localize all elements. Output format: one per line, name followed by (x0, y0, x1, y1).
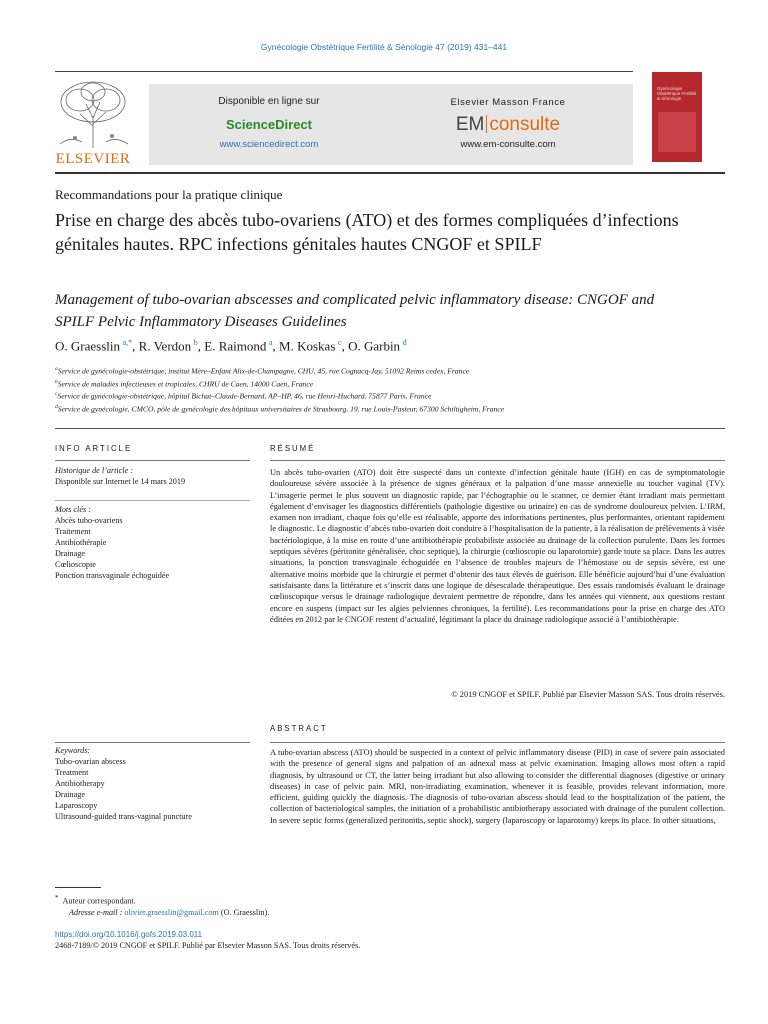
elsevier-wordmark: ELSEVIER (55, 151, 131, 167)
corresponding-author-footnote (55, 893, 269, 918)
author-affiliation-marker[interactable]: d (402, 338, 407, 347)
affiliation-text: Service de gynécologie, CMCO, pôle de gynécologie des hôpitaux universitaires de Strasbourg, 19, rue Louis-Pasteur, 67300 Schiltigheim, France (57, 404, 505, 414)
article-subtitle: Management of tubo-ovarian abscesses and complicated pelvic inflammatory disease: CNGOF and SPILF Pelvic Inflammatory Diseases Guidelines (55, 292, 655, 330)
em-logo-part1: EM (455, 114, 485, 135)
keyword-item: Abcès tubo-ovariens (55, 516, 123, 525)
sciencedirect-name[interactable]: ScienceDirect (226, 117, 312, 132)
keywords-en (55, 745, 265, 822)
resume-text: Un abcès tubo-ovarien (ATO) doit être suspecté dans un contexte d’infection génitale haute (IGH) en cas de symptomatologie douloureuse sévère associée à la présence de signes généraux et la palpation d’une masse annexielle au toucher vaginal (TV). L’imagerie permet le plus souvent un diagnostic rapide, par l’échographie ou le scanner, ce dernier étant irradiant mais permettant également d’envisager les diagnostics différentiels (pathologie digestive ou urinaire) en cas de syndrome douloureux pelvien. L’IRM, examen non irradiant, chaque fois qu’elle est réalisable, apporte des informations pertinentes, plus performantes, orientant rapidement le diagnostic. Le diagnostic d’abcès tubo-ovarien doit conduire à l’hospitalisation de la patiente, à la réalisation de prélèvements à visée bactériologique, à la mise en route d’une antibiothérapie probabiliste associée au drainage de la collection purulente. Dans les formes septiques sévères (péritonite généralisée, choc septique), la chirurgie (cœlioscopie ou laparotomie) garde toute sa place. Dans les autres situations, la ponction transvaginale échoguidée en l’absence de troubles majeurs de l’hémostase ou de sepsis sévère, est une alternative moins morbide que la chirurgie et permet d’obtenir des taux élevés de guérison. Elle bénéficie aujourd’hui d’une évaluation satisfaisante dans la littérature et s’inscrit dans une logique de désescalade thérapeutique. Des essais randomisés évaluant le drainage cœlioscopique versus le drainage radiologique devraient permettre de répondre, dans les années qui viennent, aux questions restant encore en suspens (impact sur les algies pelviennes chroniques, la fertilité). Les recommandations pour la prise en charge des ATO éditées en 2012 par le CNGOF restent d’actualité, légitimant la place du drainage radiologique associé à l’antibiothérapie. (270, 468, 725, 624)
author-name[interactable]: M. Koskas (279, 338, 336, 354)
keyword-item: Antibiothérapie (55, 538, 107, 547)
corresponding-author-label: Auteur correspondant. (62, 896, 136, 906)
em-logo-divider (486, 115, 487, 133)
author-affiliation-marker[interactable]: c (338, 338, 342, 347)
keyword-item: Ultrasound-guided trans-vaginal puncture (55, 812, 192, 821)
author-name[interactable]: E. Raimond (204, 338, 267, 354)
affiliation-item (55, 402, 725, 415)
publisher-name: Elsevier Masson France (450, 97, 566, 108)
resume-heading: RÉSUMÉ (270, 444, 316, 453)
affiliation-item (55, 377, 725, 390)
doi-link[interactable]: https://doi.org/10.1016/j.gofs.2019.03.011 (55, 930, 203, 939)
keyword-item: Tubo-ovarian abscess (55, 757, 126, 766)
author-affiliation-marker[interactable]: a (268, 338, 273, 347)
affiliation-marker: c (55, 391, 58, 398)
keyword-item: Treatment (55, 768, 89, 777)
email-link[interactable]: olivier.graesslin@gmail.com (124, 907, 219, 917)
abstract-text: A tubo-ovarian abscess (ATO) should be suspected in a context of pelvic inflammatory disease (PID) in case of severe pain associated with the presence of general signs and palpation of an adnexal mass at pelvic examination. Imaging allows most often a rapid diagnosis, by ultrasound or CT, the latter being irradiant but also allowing to consider the differential diagnoses (digestive or urinary diseases) in case of pelvic pain. MRI, non-irradiating examination, whenever it is feasible, provides relevant information, more efficient, guiding quickly the diagnosis. The diagnosis of tubo-ovarian abscess should lead to the hospitalization of the patient, the collection of bacteriological samples, the initiation of a probabilistic antibiotherapy associated with drainage of the purulent collection. In severe septic forms (generalized peritonitis, septic shock), surgery (laparoscopy or laparotomy) keeps its place. In other situations, (270, 748, 725, 825)
affiliation-text: Service de gynécologie-obstétrique, institut Mère–Enfant Alix-de-Champagne, CHU, 45, rue Cognacq-Jay, 51092 Reims cedex, France (57, 366, 470, 376)
affiliation-marker: d (55, 404, 58, 411)
online-label: Disponible en ligne sur (218, 96, 320, 107)
article-history (55, 466, 250, 487)
header-rule (55, 71, 633, 72)
author-affiliation-marker[interactable]: b (193, 338, 198, 347)
email-label: Adresse e-mail : (69, 907, 123, 917)
info-rule (55, 460, 250, 461)
keywords-fr-label: Mots clés : (55, 505, 91, 514)
affiliation-item (55, 389, 725, 402)
elsevier-tree-icon (50, 78, 136, 150)
footnote-rule (55, 887, 101, 888)
footnote-marker: * (55, 895, 59, 902)
cover-title: Gynécologie Obstétrique Fertilité & Sénologie (657, 86, 697, 101)
keyword-item: Traitement (55, 527, 91, 536)
abstract-rule (270, 742, 725, 743)
article-type: Recommandations pour la pratique clinique (55, 187, 283, 202)
affiliation-marker: b (55, 378, 58, 385)
affiliation-item (55, 364, 725, 377)
affiliation-list (55, 364, 725, 415)
keyword-item: Drainage (55, 790, 86, 799)
affiliation-marker: a (55, 366, 58, 372)
keywords-fr (55, 504, 250, 581)
issn-copyright: 2468-7189/© 2019 CNGOF et SPILF. Publié par Elsevier Masson SAS. Tous droits réservés. (55, 941, 361, 950)
history-rule (55, 500, 250, 501)
section-rule (55, 428, 725, 429)
info-article-heading: INFO ARTICLE (55, 444, 133, 453)
keyword-item: Antibiotherapy (55, 779, 105, 788)
em-logo-part2: consulte (489, 114, 561, 135)
author-name[interactable]: O. Graesslin (55, 338, 120, 354)
author-name[interactable]: R. Verdon (138, 338, 192, 354)
cover-art (658, 112, 696, 152)
resume-rule (270, 460, 725, 461)
history-label: Historique de l’article : (55, 466, 133, 475)
author-list: O. Graesslin $^{a,*}$, R. Verdon $^b$, E. Raimond $^a$, M. Koskas $^c$, O. Garbin $^d$ (55, 338, 407, 354)
abstract-heading: ABSTRACT (270, 724, 328, 733)
author-affiliation-marker[interactable]: a,* (122, 338, 133, 347)
keyword-item: Ponction transvaginale échoguidée (55, 571, 170, 580)
resume-copyright: © 2019 CNGOF et SPILF. Publié par Elsevier Masson SAS. Tous droits réservés. (451, 690, 725, 699)
article-title: Prise en charge des abcès tubo-ovariens (ATO) et des formes compliquées d’infections génitales hautes. RPC infections génitales hautes CNGOF et SPILF (55, 210, 679, 254)
history-value: Disponible sur Internet le 14 mars 2019 (55, 476, 186, 486)
title-rule (55, 172, 725, 174)
email-suffix: (O. Graesslin). (220, 907, 270, 917)
em-consulte-link[interactable]: www.em-consulte.com (460, 139, 556, 150)
sciencedirect-link[interactable]: www.sciencedirect.com (219, 139, 319, 150)
keyword-item: Laparoscopy (55, 801, 98, 810)
keyword-item: Cœlioscopie (55, 560, 96, 569)
keyword-item: Drainage (55, 549, 86, 558)
em-consulte-logo[interactable] (390, 114, 626, 136)
author-name[interactable]: O. Garbin (348, 338, 401, 354)
elsevier-logo (50, 78, 136, 168)
journal-reference[interactable]: Gynécologie Obstétrique Fertilité & Sénologie 47 (2019) 431–441 (260, 42, 508, 52)
affiliation-text: Service de maladies infectieuses et tropicales, CHRU de Caen, 14000 Caen, France (57, 379, 314, 389)
keywords-en-rule (55, 742, 250, 743)
affiliation-text: Service de gynécologie-obstétrique, hôpital Bichat–Claude-Bernard, AP–HP, 46, rue Henri-Huchard, 75877 Paris, France (57, 392, 432, 401)
journal-cover-image[interactable] (652, 72, 702, 162)
keywords-en-label: Keywords: (55, 746, 91, 755)
